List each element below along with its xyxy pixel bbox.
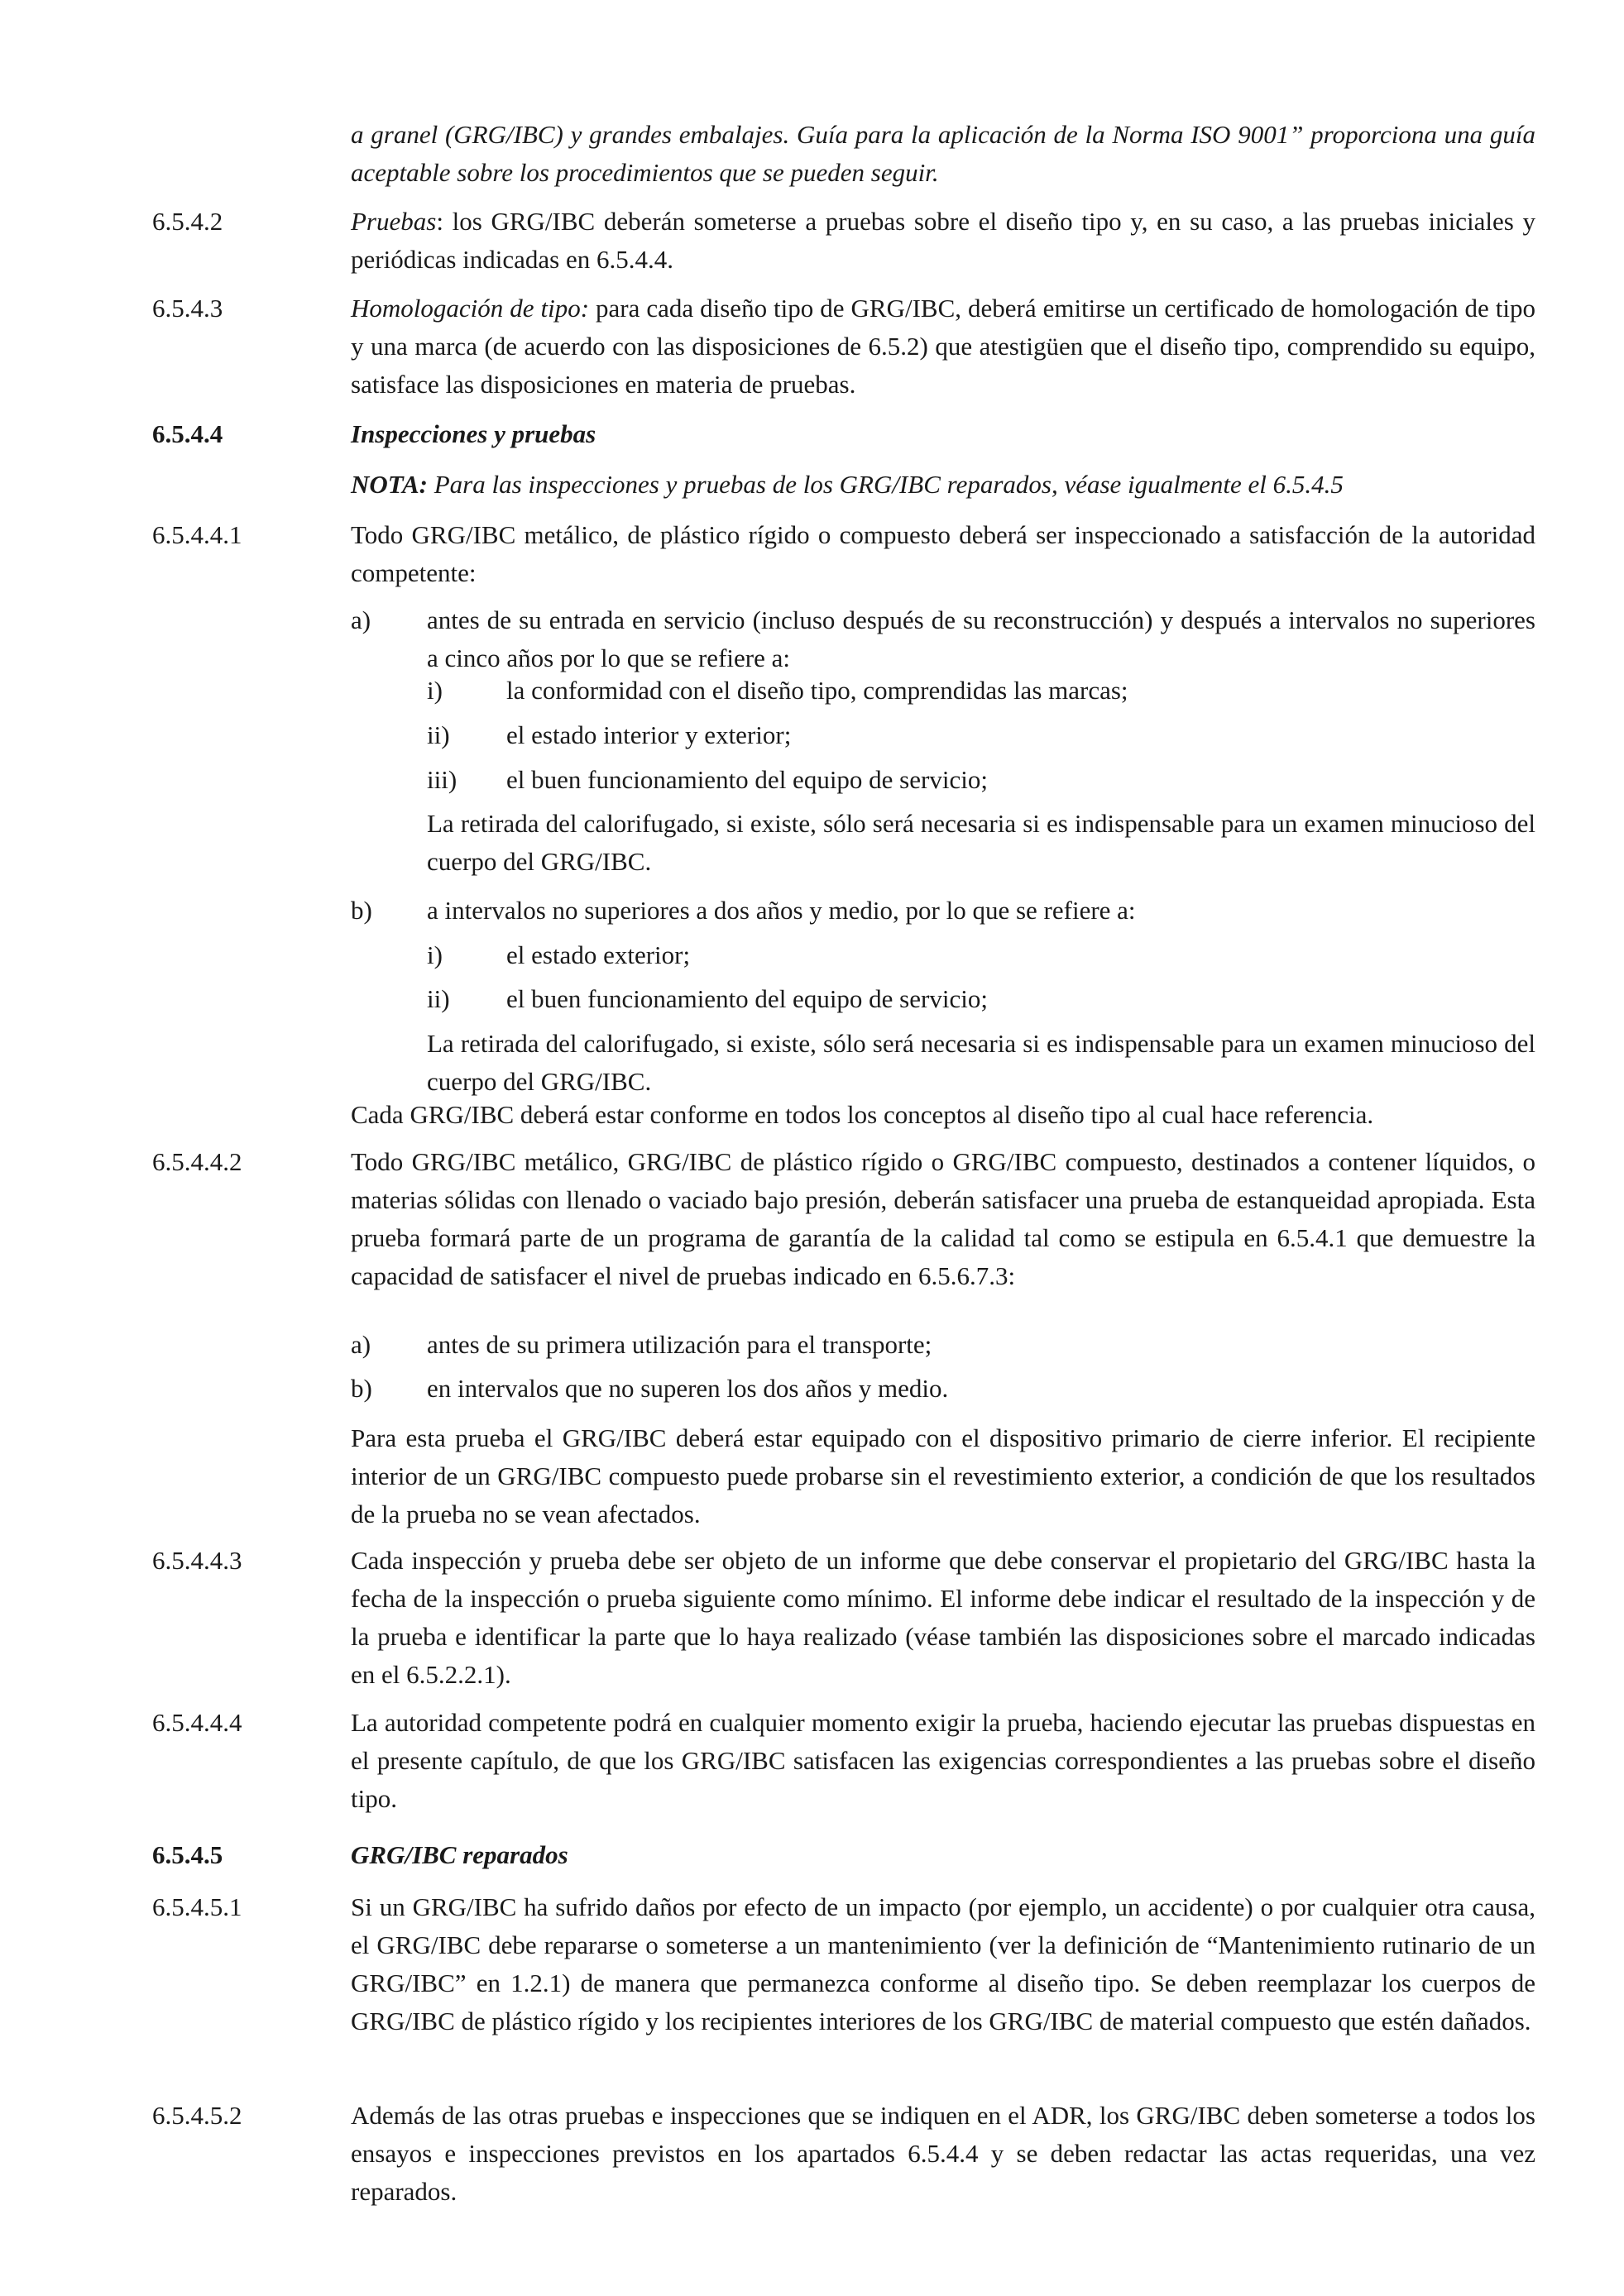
section-text: Además de las otras pruebas e inspecciones que se indiquen en el ADR, los GRG/IBC deben someterse a todos los ensayos e inspecciones previstos en los apartados 6.5.4.4 y se deben redactar las actas requeridas, una vez reparados. bbox=[351, 2101, 1535, 2206]
section-number: 6.5.4.5.1 bbox=[152, 1892, 242, 1921]
note-label: NOTA: bbox=[351, 470, 428, 499]
note-text: La retirada del calorifugado, si existe, sólo será necesaria si es indispensable para un examen minucioso del cuerpo del GRG/IBC. bbox=[427, 809, 1535, 876]
section-lead: Pruebas bbox=[351, 207, 437, 236]
sub-item-text: el estado exterior; bbox=[506, 940, 691, 969]
sub-item-label: ii) bbox=[427, 720, 450, 749]
sub-item-text: el buen funcionamiento del equipo de servicio; bbox=[506, 765, 988, 794]
section-text: Todo GRG/IBC metálico, de plástico rígido o compuesto deberá ser inspeccionado a satisfacción de la autoridad competente: bbox=[351, 520, 1535, 587]
sub-item-label: iii) bbox=[427, 765, 457, 794]
item-label: a) bbox=[351, 1330, 371, 1359]
section-text bbox=[351, 203, 1535, 279]
closing-text: Cada GRG/IBC deberá estar conforme en todos los conceptos al diseño tipo al cual hace referencia. bbox=[351, 1100, 1374, 1129]
section-title: Inspecciones y pruebas bbox=[351, 419, 596, 448]
section-title: GRG/IBC reparados bbox=[351, 1840, 568, 1869]
sub-item-text: el estado interior y exterior; bbox=[506, 720, 792, 749]
section-number: 6.5.4.4.4 bbox=[152, 1708, 242, 1737]
section-text: Cada inspección y prueba debe ser objeto de un informe que debe conservar el propietario del GRG/IBC hasta la fecha de la inspección o prueba siguiente como mínimo. El informe debe indicar el resultado de la inspección y de la prueba e identificar la parte que lo haya realizado (véase también las disposiciones sobre el marcado indicadas en el 6.5.2.2.1). bbox=[351, 1546, 1535, 1689]
item-text: antes de su entrada en servicio (incluso después de su reconstrucción) y después a intervalos no superiores a cinco años por lo que se refiere a: bbox=[427, 605, 1535, 672]
sub-item-label: i) bbox=[427, 676, 443, 705]
section-rest: : los GRG/IBC deberán someterse a pruebas sobre el diseño tipo y, en su caso, a las pruebas iniciales y periódicas indicadas en 6.5.4.4. bbox=[351, 207, 1535, 274]
sub-item-label: ii) bbox=[427, 984, 450, 1013]
sub-item-text: la conformidad con el diseño tipo, comprendidas las marcas; bbox=[506, 676, 1128, 705]
sub-item-text: el buen funcionamiento del equipo de servicio; bbox=[506, 984, 988, 1013]
section-text bbox=[351, 289, 1535, 404]
item-label: b) bbox=[351, 896, 372, 925]
section-number: 6.5.4.4.1 bbox=[152, 520, 242, 549]
sub-item-label: i) bbox=[427, 940, 443, 969]
section-text: Si un GRG/IBC ha sufrido daños por efecto de un impacto (por ejemplo, un accidente) o por cualquier otra causa, el GRG/IBC debe repararse o someterse a un mantenimiento (ver la definición de “Mantenimiento rutinario de un GRG/IBC” en 1.2.1) de manera que permanezca conforme al diseño tipo. Se deben reemplazar los cuerpos de GRG/IBC de plástico rígido y los recipientes interiores de los GRG/IBC de material compuesto que estén dañados. bbox=[351, 1892, 1535, 2035]
item-text: en intervalos que no superen los dos años y medio. bbox=[427, 1374, 949, 1403]
section-number: 6.5.4.4.3 bbox=[152, 1546, 242, 1575]
item-label: a) bbox=[351, 605, 371, 634]
section-text: La autoridad competente podrá en cualquier momento exigir la prueba, haciendo ejecutar las pruebas dispuestas en el presente capítulo, de que los GRG/IBC satisfacen las exigencias correspondientes a las pruebas sobre el diseño tipo. bbox=[351, 1708, 1535, 1813]
section-number: 6.5.4.5 bbox=[152, 1840, 223, 1869]
section-number: 6.5.4.2 bbox=[152, 207, 223, 236]
section-lead: Homologación de tipo: bbox=[351, 294, 590, 323]
section-text: Todo GRG/IBC metálico, GRG/IBC de plástico rígido o GRG/IBC compuesto, destinados a contener líquidos, o materias sólidas con llenado o vaciado bajo presión, deberán satisfacer una prueba de estanqueidad apropiada. Esta prueba formará parte de un programa de garantía de la calidad tal como se estipula en 6.5.4.1 que demuestre la capacidad de satisfacer el nivel de pruebas indicado en 6.5.6.7.3: bbox=[351, 1147, 1535, 1290]
item-text: antes de su primera utilización para el transporte; bbox=[427, 1330, 932, 1359]
item-text: a intervalos no superiores a dos años y medio, por lo que se refiere a: bbox=[427, 896, 1136, 925]
section-number: 6.5.4.4.2 bbox=[152, 1147, 242, 1176]
intro-text: a granel (GRG/IBC) y grandes embalajes. Guía para la aplicación de la Norma ISO 9001” proporciona una guía aceptable sobre los procedimientos que se pueden seguir. bbox=[351, 120, 1535, 187]
section-number: 6.5.4.4 bbox=[152, 419, 223, 448]
item-label: b) bbox=[351, 1374, 372, 1403]
note-text bbox=[351, 466, 1535, 504]
section-number: 6.5.4.5.2 bbox=[152, 2101, 242, 2130]
section-number: 6.5.4.3 bbox=[152, 294, 223, 323]
closing-text: Para esta prueba el GRG/IBC deberá estar equipado con el dispositivo primario de cierre inferior. El recipiente interior de un GRG/IBC compuesto puede probarse sin el revestimiento exterior, a condición de que los resultados de la prueba no se vean afectados. bbox=[351, 1423, 1535, 1528]
section-rest: para cada diseño tipo de GRG/IBC, deberá emitirse un certificado de homologación de tipo y una marca (de acuerdo con las disposiciones de 6.5.2) que atestigüen que el diseño tipo, comprendido su equipo, satisface las disposiciones en materia de pruebas. bbox=[351, 294, 1535, 399]
note-body: Para las inspecciones y pruebas de los GRG/IBC reparados, véase igualmente el 6.5.4.5 bbox=[428, 470, 1344, 499]
note-text: La retirada del calorifugado, si existe, sólo será necesaria si es indispensable para un examen minucioso del cuerpo del GRG/IBC. bbox=[427, 1029, 1535, 1096]
